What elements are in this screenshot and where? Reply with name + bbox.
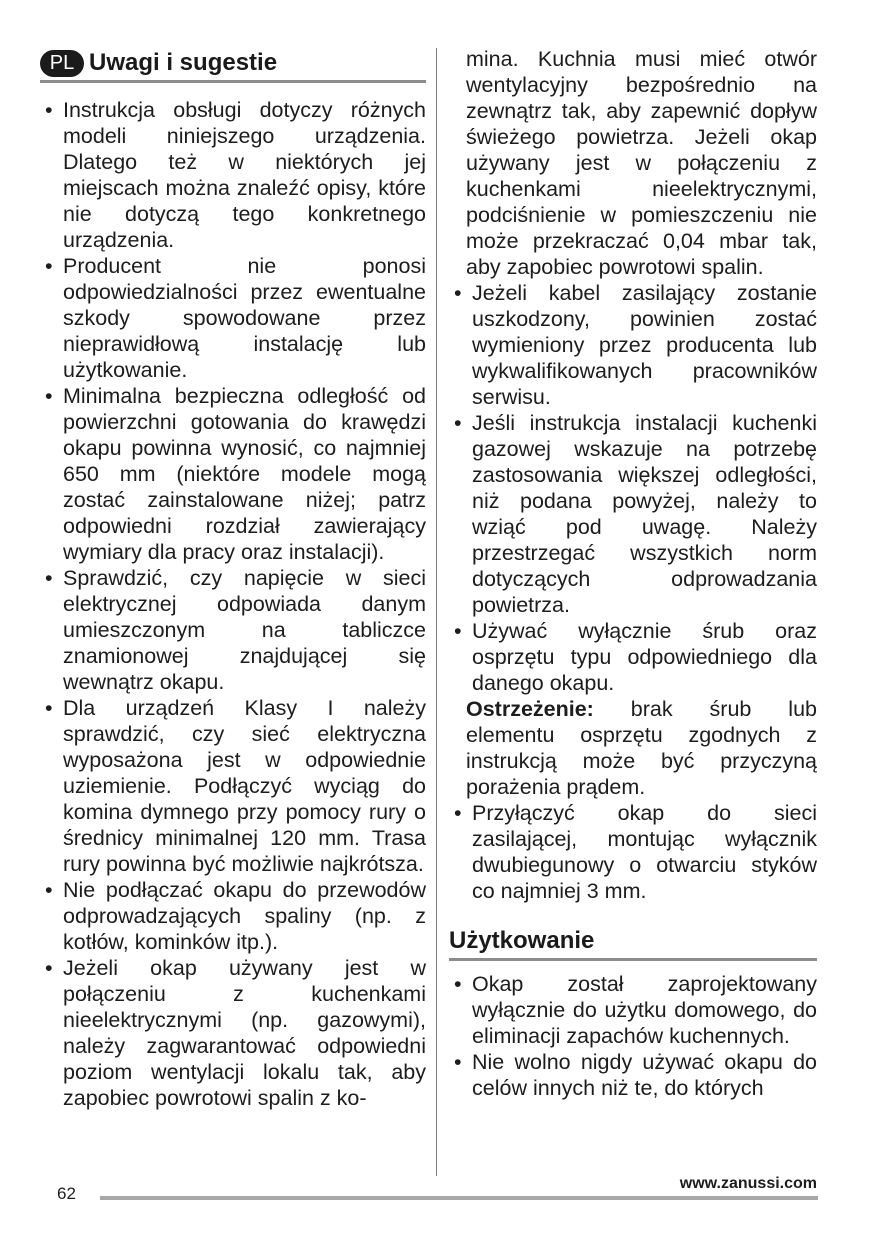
list-item: • Jeśli instrukcja instalacji kuchenki gazowej wskazuje na potrzebę zastosowania większej odległości, niż podana powyżej, należy to wziąć pod uwagę. Należy przestrzegać wszystkich norm dotyczących odprowadzania powietrza. bbox=[449, 410, 817, 618]
warning-text: brak śrub lub elementu osprzętu zgodnych z instrukcją może być przyczyną porażenia prądem. bbox=[466, 697, 817, 799]
usage-list bbox=[449, 971, 817, 1101]
page-number: 62 bbox=[57, 1184, 76, 1203]
left-column bbox=[40, 46, 426, 1111]
continued-paragraph: mina. Kuchnia musi mieć otwór wentylacyjny bezpośrednio na zewnątrz tak, aby zapewnić dopływ świeżego powietrza. Jeżeli okap używany jest w połączeniu z kuchenkami nieelektrycznymi, podciśnienie w pomieszczeniu nie może przekraczać 0,04 mbar tak, aby zapobiec powrotowi spalin. bbox=[466, 47, 817, 279]
list-item: • Nie podłączać okapu do przewodów odprowadzających spaliny (np. z kotłów, kominków itp.). bbox=[40, 877, 426, 955]
list-item: • Minimalna bezpieczna odległość od powierzchni gotowania do krawędzi okapu powinna wynosić, co najmniej 650 mm (niektóre modele mogą zostać zainstalowane niżej; patrz odpowiedni rozdział zawierający wymiary dla pracy oraz instalacji). bbox=[40, 383, 426, 565]
section-header-usage bbox=[449, 924, 817, 961]
list-item: • Producent nie ponosi odpowiedzialności przez ewentualne szkody spowodowane przez nieprawidłową instalację lub użytkowanie. bbox=[40, 253, 426, 383]
website-link[interactable]: www.zanussi.com bbox=[679, 1175, 817, 1192]
remarks-list-right-2 bbox=[449, 800, 817, 904]
right-column bbox=[449, 46, 817, 1101]
column-divider bbox=[436, 48, 437, 1176]
section-header-remarks bbox=[40, 46, 426, 83]
language-badge: PL bbox=[40, 50, 84, 77]
list-item: • Okap został zaprojektowany wyłącznie do użytku domowego, do eliminacji zapachów kuchennych. bbox=[449, 971, 817, 1049]
remarks-list-right bbox=[449, 280, 817, 696]
list-item: • Używać wyłącznie śrub oraz osprzętu typu odpowiedniego dla danego okapu. bbox=[449, 618, 817, 696]
list-item: • Sprawdzić, czy napięcie w sieci elektrycznej odpowiada danym umieszczonym na tabliczce znamionowej znajdującej się wewnątrz okapu. bbox=[40, 565, 426, 695]
list-item: • Jeżeli kabel zasilający zostanie uszkodzony, powinien zostać wymieniony przez producenta lub wykwalifikowanych pracowników serwisu. bbox=[449, 280, 817, 410]
section-title-remarks: Uwagi i sugestie bbox=[89, 49, 278, 76]
warning-label: Ostrzeżenie: bbox=[466, 697, 594, 721]
section-title-usage: Użytkowanie bbox=[449, 927, 595, 954]
footer-rule bbox=[100, 1196, 818, 1200]
remarks-list-left bbox=[40, 97, 426, 1111]
warning-paragraph bbox=[449, 696, 817, 800]
list-item: • Dla urządzeń Klasy I należy sprawdzić, czy sieć elektryczna wyposażona jest w odpowiednie uziemienie. Podłączyć wyciąg do komina dymnego przy pomocy rury o średnicy minimalnej 120 mm. Trasa rury powinna być możliwie najkrótsza. bbox=[40, 695, 426, 877]
list-item: • Przyłączyć okap do sieci zasilającej, montując wyłącznik dwubiegunowy o otwarciu styków co najmniej 3 mm. bbox=[449, 800, 817, 904]
list-item: • Nie wolno nigdy używać okapu do celów innych niż te, do których bbox=[449, 1049, 817, 1101]
list-item: • Jeżeli okap używany jest w połączeniu z kuchenkami nieelektrycznymi (np. gazowymi), należy zagwarantować odpowiedni poziom wentylacji lokalu tak, aby zapobiec powrotowi spalin z ko- bbox=[40, 955, 426, 1111]
list-item: • Instrukcja obsługi dotyczy różnych modeli niniejszego urządzenia. Dlatego też w niektórych jej miejscach można znaleźć opisy, które nie dotyczą tego konkretnego urządzenia. bbox=[40, 97, 426, 253]
